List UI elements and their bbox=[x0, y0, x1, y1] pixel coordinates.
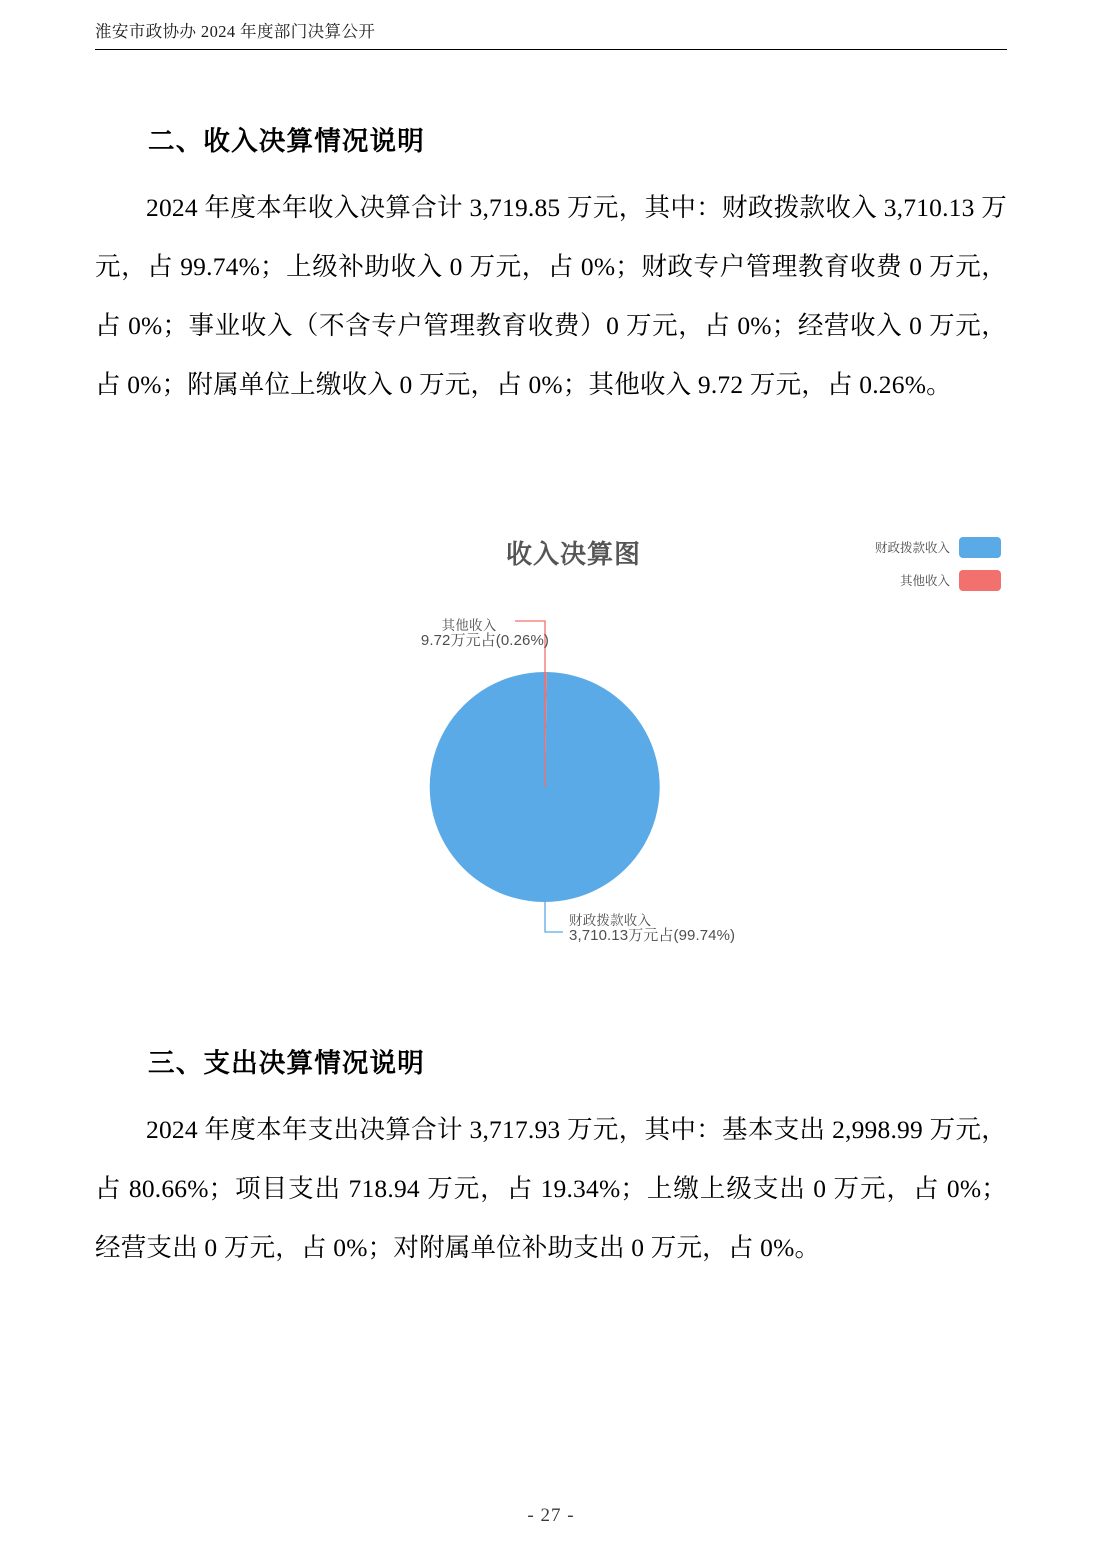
pie-label-fund bbox=[569, 913, 735, 945]
income-pie-chart bbox=[95, 520, 1007, 990]
leader-line-fund bbox=[545, 902, 563, 932]
page-header bbox=[95, 18, 1007, 50]
pie-label-fund-name: 财政拨款收入 bbox=[569, 913, 652, 928]
legend-item-fund-label: 财政拨款收入 bbox=[874, 541, 950, 555]
heading-spacer bbox=[95, 164, 1007, 178]
pie-label-other-value: 9.72万元占(0.26%) bbox=[420, 632, 549, 650]
pie-plot-area bbox=[95, 520, 1007, 990]
page-footer bbox=[0, 1505, 1102, 1527]
pie-label-fund-value: 3,710.13万元占(99.74%) bbox=[569, 927, 736, 945]
pie-svg bbox=[95, 520, 1007, 990]
pie-label-other bbox=[389, 618, 549, 650]
income-section-heading: 二、收入决算情况说明 bbox=[148, 126, 425, 156]
income-section-paragraph: 2024 年度本年收入决算合计 3,719.85 万元，其中：财政拨款收入 3,710.13 万元，占 99.74%；上级补助收入 0 万元，占 0%；财政专户管理教育收费 0 万元，占 0%；事业收入（不含专户管理教育收费）0 万元，占 0%；经营收入 0 万元，占 0%；附属单位上缴收入 0 万元，占 0%；其他收入 9.72 万元，占 0.26%。 bbox=[95, 193, 1007, 399]
income-section bbox=[95, 118, 1007, 414]
running-title: 淮安市政协办 2024 年度部门决算公开 bbox=[95, 22, 376, 41]
heading-spacer-2 bbox=[95, 1086, 1007, 1100]
expenditure-section bbox=[95, 1040, 1007, 1277]
chart-title: 收入决算图 bbox=[506, 539, 642, 569]
expenditure-section-paragraph: 2024 年度本年支出决算合计 3,717.93 万元，其中：基本支出 2,998.99 万元，占 80.66%；项目支出 718.94 万元，占 19.34%；上缴上级支出 0 万元，占 0%；经营支出 0 万元，占 0%；对附属单位补助支出 0 万元，占 0%。 bbox=[95, 1115, 1007, 1262]
pie-label-other-name: 其他收入 bbox=[441, 618, 497, 633]
legend-item-other-label: 其他收入 bbox=[899, 574, 950, 588]
expenditure-section-heading: 三、支出决算情况说明 bbox=[148, 1048, 425, 1078]
page-number: - 27 - bbox=[527, 1505, 575, 1526]
